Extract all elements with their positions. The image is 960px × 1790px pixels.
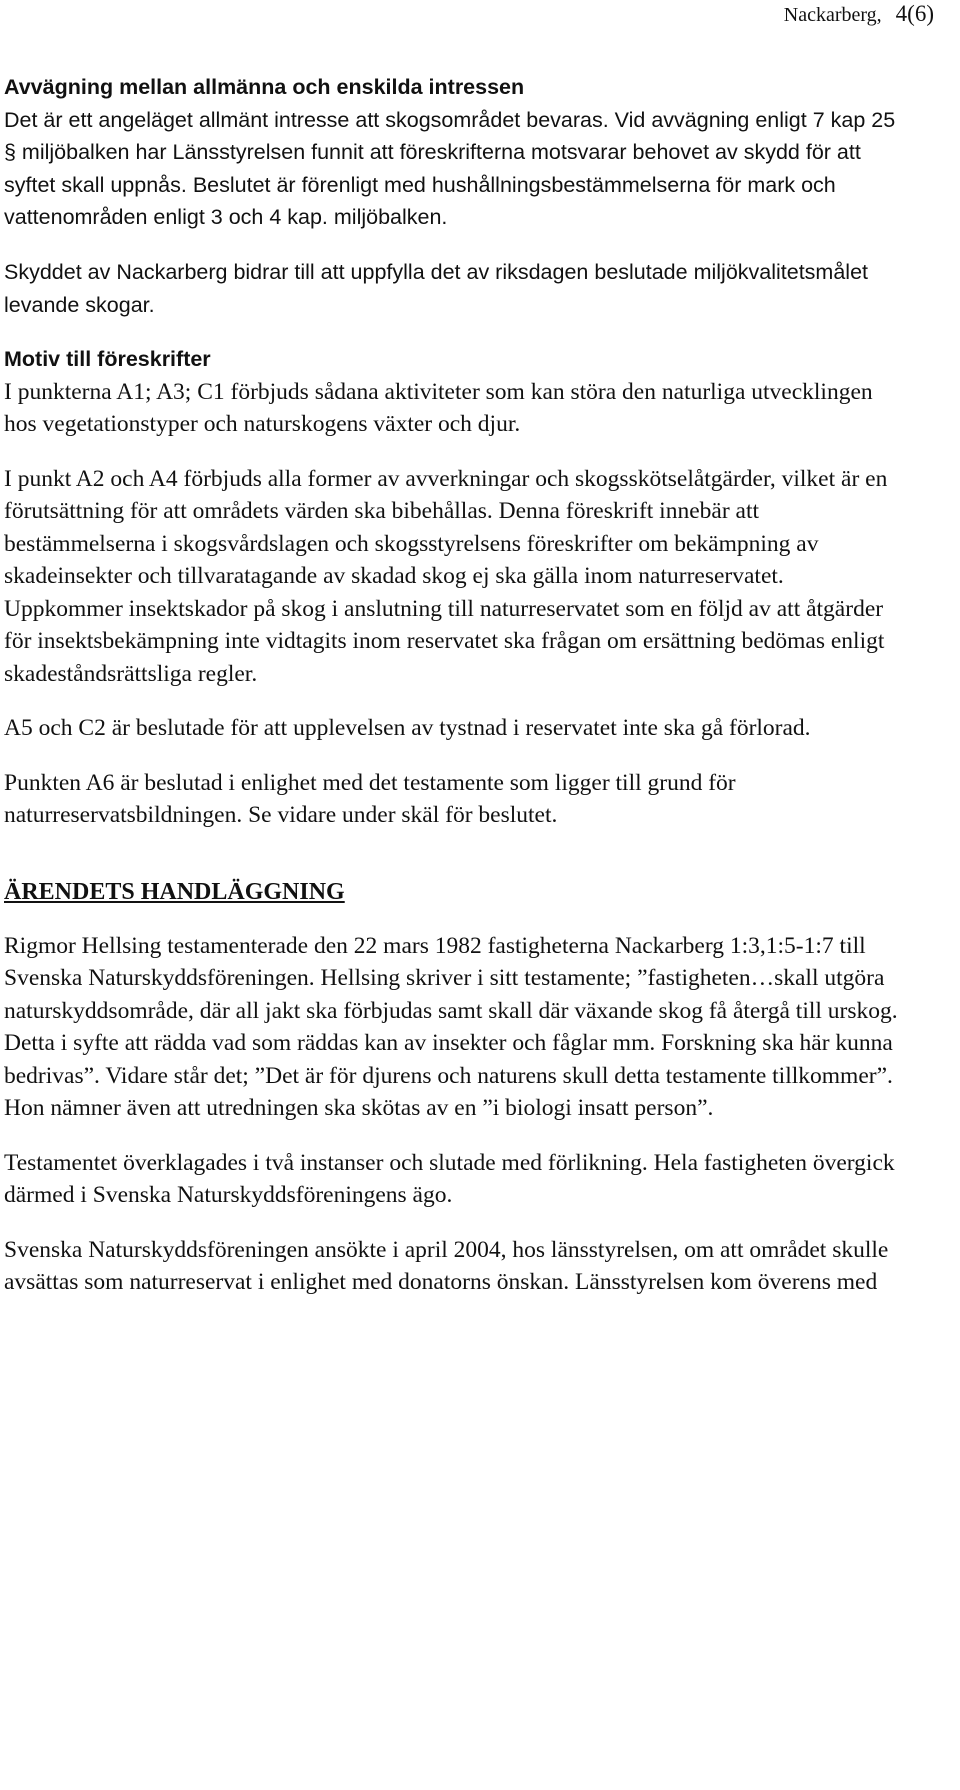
paragraph-a5-c2: A5 och C2 är beslutade för att upplevelsen av tystnad i reservatet inte ska gå förlorad. xyxy=(4,715,811,742)
paragraph-a2-a4: I punkt A2 och A4 förbjuds alla former av avverkningar och skogsskötselåtgärder, vilket är en förutsättning för att områdets värden ska bibehållas. Denna föreskrift innebär att bestämmelserna i skogsvårdslagen och skogsstyrelsens föreskrifter om bekämpning av skadeinsekter och tillvaratagande av skadad skog ej ska gälla inom naturreservatet. Uppkommer insektskador på skog i anslutning till naturreservatet som en följd av att åtgärder för insektsbekämpning inte vidtagits inom reservatet ska frågan om ersättning bedömas enligt skadeståndsrättsliga regler. xyxy=(4,465,888,687)
page-number: 4(6) xyxy=(895,1,934,26)
section-heading-handlaggning: ÄRENDETS HANDLÄGGNING xyxy=(4,878,345,905)
section-heading-avvagning: Avvägning mellan allmänna och enskilda intressen xyxy=(4,75,525,99)
paragraph-a6: Punkten A6 är beslutad i enlighet med det testamente som ligger till grund för naturreservatsbildningen. Se vidare under skäl för beslutet. xyxy=(4,769,736,829)
paragraph-miljokvalitetsmal: Skyddet av Nackarberg bidrar till att uppfylla det av riksdagen beslutade miljökvalitetsmålet levande skogar. xyxy=(4,259,869,317)
document-body xyxy=(4,71,904,1299)
header-title: Nackarberg, xyxy=(783,4,882,26)
section-heading-motiv: Motiv till föreskrifter xyxy=(4,347,211,372)
paragraph-testamente: Rigmor Hellsing testamenterade den 22 mars 1982 fastigheterna Nackarberg 1:3,1:5-1:7 till Svenska Naturskyddsföreningen. Hellsing skriver i sitt testamente; ”fastigheten…skall utgöra naturskyddsområde, där all jakt ska förbjudas samt skall där växande skog få återgå till urskog. Detta i syfte att rädda vad som räddas kan av insekter och fåglar mm. Forskning ska här kunna bedrivas”. Vidare står det; ”Det är för djurens och naturens skull detta testamente tillkommer”. Hon nämner även att utredningen ska skötas av en ”i biologi insatt person”. xyxy=(4,932,898,1122)
paragraph-motiv-a1: I punkterna A1; A3; C1 förbjuds sådana aktiviteter som kan störa den naturliga utvecklingen hos vegetationstyper och naturskogens växter och djur. xyxy=(4,378,873,438)
page-header xyxy=(784,0,934,34)
paragraph-ansokan: Svenska Naturskyddsföreningen ansökte i april 2004, hos länsstyrelsen, om att området skulle avsättas som naturreservat i enlighet med donatorns önskan. Länsstyrelsen kom överens med xyxy=(4,1236,889,1296)
paragraph-avvagning: Det är ett angeläget allmänt intresse att skogsområdet bevaras. Vid avvägning enligt 7 kap 25 § miljöbalken har Länsstyrelsen funnit att föreskrifterna motsvarar behovet av skydd för att syftet skall uppnås. Beslutet är förenligt med hushållningsbestämmelserna för mark och vattenområden enligt 3 och 4 kap. miljöbalken. xyxy=(4,107,896,230)
paragraph-overklagande: Testamentet överklagades i två instanser och slutade med förlikning. Hela fastigheten övergick därmed i Svenska Naturskyddsföreningens ägo. xyxy=(4,1149,895,1209)
